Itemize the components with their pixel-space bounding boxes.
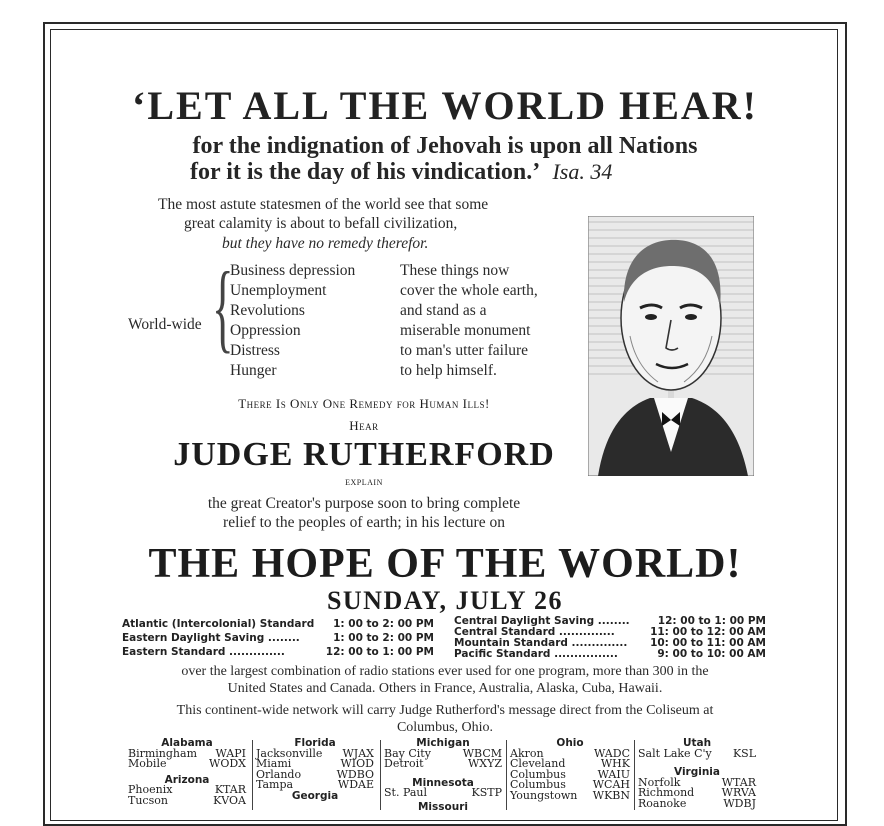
station-call: WAIU: [597, 767, 630, 781]
state-heading: Arizona: [164, 773, 210, 786]
station-row: [256, 780, 374, 791]
schedule-row: [454, 649, 766, 660]
remedy-line: There Is Only One Remedy for Human Ills!: [238, 396, 490, 411]
state-heading: Virginia: [674, 766, 720, 778]
station-call: WAPI: [215, 746, 246, 760]
schedule-right: [454, 616, 766, 660]
state-heading: Alabama: [161, 737, 213, 749]
station-row: [638, 796, 756, 810]
network-line-2: United States and Canada. Others in France, Australia, Alaska, Cuba, Hawaii.: [227, 681, 663, 696]
time-range: 12: 00 to 1: 00 PM: [325, 646, 434, 658]
station-city: Detroit: [384, 757, 424, 770]
time-range: 9: 00 to 10: 00 AM: [657, 648, 766, 660]
ill-item: Oppression: [230, 322, 301, 339]
state-heading: Florida: [294, 737, 336, 749]
time-zone: Pacific Standard ................: [454, 648, 618, 660]
time-range: 11: 00 to 12: 00 AM: [650, 626, 766, 638]
schedule-row: [122, 633, 434, 644]
time-range: 1: 00 to 2: 00 PM: [333, 618, 434, 630]
brace-icon: {: [212, 251, 234, 362]
state-heading: Missouri: [417, 800, 468, 813]
station-column-4: [510, 738, 630, 801]
intro-line-3: but they have no remedy therefor.: [222, 235, 429, 252]
lecture-title: THE HOPE OF THE WORLD!: [148, 541, 742, 587]
column-divider: [252, 740, 253, 810]
time-range: 1: 00 to 2: 00 PM: [333, 632, 434, 644]
station-call: WJAX: [342, 746, 374, 760]
station-call: WDBO: [336, 767, 374, 781]
scripture-reference: Isa. 34: [552, 159, 613, 184]
schedule-row: [122, 619, 434, 630]
station-call: KVOA: [213, 793, 246, 807]
intro-line-2: great calamity is about to befall civilization,: [184, 215, 458, 232]
station-call: WBCM: [462, 746, 502, 760]
note-line: to man's utter failure: [400, 342, 529, 359]
carry-line-1: This continent-wide network will carry Judge Rutherford's message direct from the Coliseum at: [176, 703, 714, 718]
station-row: [128, 793, 246, 807]
station-row: [384, 788, 502, 799]
station-city: Miami: [256, 757, 292, 770]
column-divider: [506, 740, 507, 810]
station-call: KSL: [732, 746, 756, 760]
station-city: St. Paul: [384, 786, 428, 799]
carry-line-2: Columbus, Ohio.: [396, 720, 494, 735]
time-zone: Central Daylight Saving ........: [454, 615, 630, 627]
purpose-line-1: the great Creator's purpose soon to bring complete: [207, 495, 521, 512]
state-heading: Ohio: [556, 737, 584, 749]
station-column-2: [256, 738, 374, 801]
station-city: Youngstown: [510, 788, 578, 802]
network-line-1: over the largest combination of radio stations ever used for one program, more than 300 in the: [181, 664, 709, 679]
station-column-5: [638, 738, 756, 809]
ill-item: Hunger: [230, 362, 277, 379]
station-city: Orlando: [256, 767, 302, 781]
station-city: Columbus: [510, 778, 566, 791]
time-zone: Eastern Standard ..............: [122, 646, 285, 658]
worldwide-label: World-wide: [128, 316, 202, 333]
station-call: WIOD: [340, 757, 374, 770]
time-zone: Mountain Standard ..............: [454, 637, 628, 649]
station-call: KTAR: [214, 783, 246, 796]
station-column-3: [384, 738, 502, 812]
headline: ‘LET ALL THE WORLD HEAR!: [132, 83, 758, 128]
hear-label: Hear: [349, 418, 379, 433]
station-city: Akron: [510, 746, 544, 760]
subhead-line-2-text: for it is the day of his vindication.’: [190, 159, 539, 185]
station-call: WDBJ: [723, 796, 756, 810]
station-city: Tucson: [128, 793, 168, 807]
station-row: [510, 788, 630, 802]
explain-label: explain: [345, 476, 383, 488]
station-call: WKBN: [592, 788, 630, 802]
station-call: WRVA: [721, 786, 756, 799]
station-row: [128, 759, 246, 770]
station-call: WXYZ: [467, 757, 502, 770]
ill-item: Revolutions: [230, 302, 305, 319]
station-city: Cleveland: [510, 757, 566, 770]
station-call: WODX: [209, 757, 246, 770]
time-range: 10: 00 to 11: 00 AM: [650, 637, 766, 649]
time-zone: Central Standard ..............: [454, 626, 615, 638]
station-call: WHK: [600, 757, 630, 770]
ills-note: [400, 262, 538, 382]
station-city: Roanoke: [638, 796, 687, 810]
note-line: to help himself.: [400, 362, 497, 379]
note-line: These things now: [400, 262, 510, 279]
schedule-left: [122, 619, 434, 658]
station-column-1: [128, 738, 246, 806]
station-city: Jacksonville: [256, 746, 323, 760]
station-call: KSTP: [471, 786, 502, 799]
station-call: WADC: [594, 746, 630, 760]
station-city: Tampa: [256, 778, 294, 791]
state-heading: Minnesota: [412, 776, 474, 789]
station-city: Mobile: [128, 757, 167, 770]
subhead-line-1: for the indignation of Jehovah is upon all Nations: [192, 133, 698, 159]
time-zone: Atlantic (Intercolonial) Standard: [122, 618, 315, 630]
state-heading: Michigan: [416, 737, 470, 749]
station-city: Birmingham: [128, 746, 198, 760]
station-call: WCAH: [592, 778, 630, 791]
purpose-line-2: relief to the peoples of earth; in his lecture on: [223, 514, 505, 531]
ill-item: Distress: [230, 342, 280, 359]
intro-line-1: The most astute statesmen of the world see that some: [158, 196, 489, 213]
lecture-date: SUNDAY, JULY 26: [326, 586, 564, 615]
station-call: WDAE: [337, 778, 374, 791]
station-row: [384, 759, 502, 770]
note-line: and stand as a: [400, 302, 487, 319]
station-city: Norfolk: [638, 775, 681, 789]
column-divider: [634, 740, 635, 810]
ills-list: [230, 262, 355, 382]
ill-item: Business depression: [230, 262, 356, 279]
note-line: cover the whole earth,: [400, 282, 538, 299]
state-heading: Utah: [682, 737, 712, 749]
ill-item: Unemployment: [230, 282, 327, 299]
station-row: [638, 746, 756, 760]
schedule-row: [122, 647, 434, 658]
station-city: Phoenix: [128, 783, 173, 796]
station-city: Richmond: [638, 786, 695, 799]
note-line: miserable monument: [400, 322, 531, 339]
column-divider: [380, 740, 381, 810]
station-call: WTAR: [721, 775, 756, 789]
station-city: Salt Lake C'y: [638, 746, 712, 760]
subhead-line-2: [190, 159, 612, 186]
time-range: 12: 00 to 1: 00 PM: [657, 615, 766, 627]
station-city: Bay City: [384, 746, 431, 760]
time-zone: Eastern Daylight Saving ........: [122, 632, 300, 644]
station-city: Columbus: [510, 767, 566, 781]
speaker-name: JUDGE RUTHERFORD: [173, 436, 555, 473]
state-heading: Georgia: [291, 789, 339, 802]
